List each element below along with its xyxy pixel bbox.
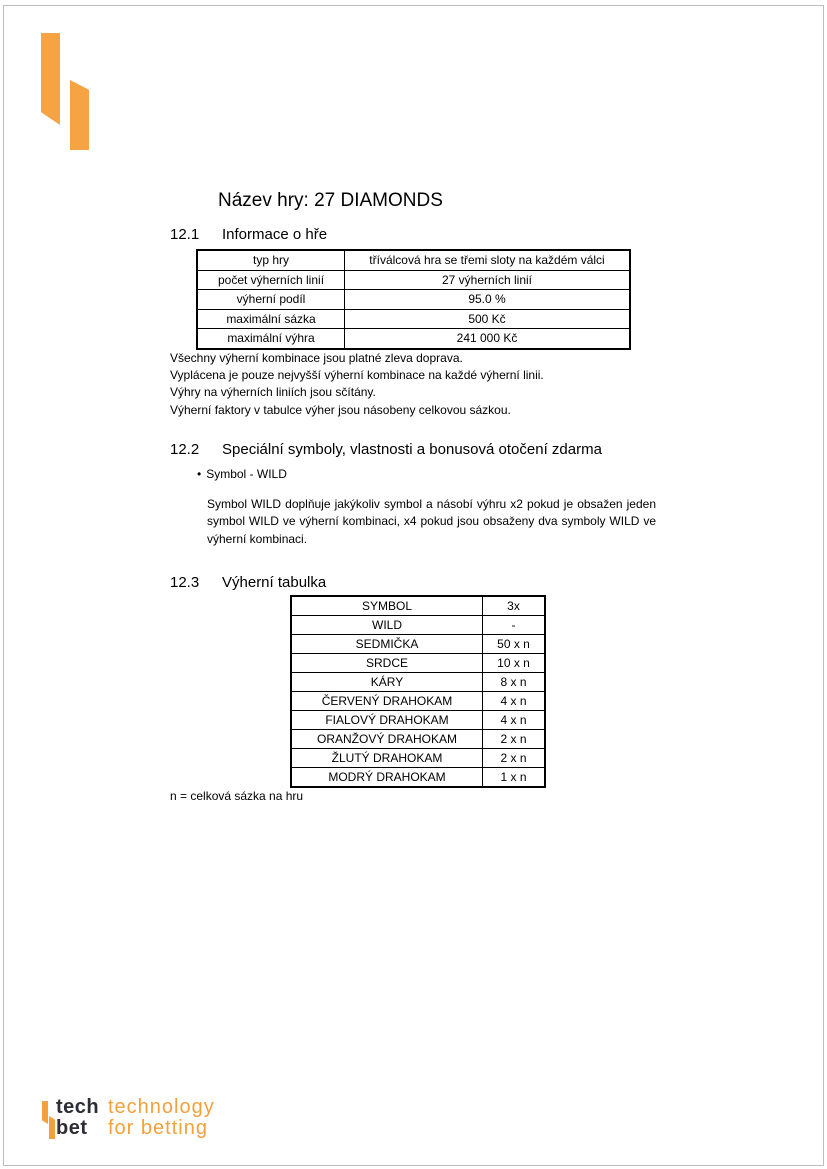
table-row bbox=[197, 329, 630, 349]
table-row bbox=[291, 654, 545, 673]
table-row bbox=[197, 290, 630, 310]
table-row bbox=[291, 673, 545, 692]
table-row bbox=[291, 730, 545, 749]
payout-header-multiplier: 3x bbox=[483, 596, 546, 616]
section-title: Informace o hře bbox=[222, 226, 328, 243]
page-border bbox=[3, 5, 824, 1166]
tagline-technology: technology bbox=[108, 1096, 215, 1118]
payout-symbol: ŽLUTÝ DRAHOKAM bbox=[291, 749, 483, 768]
payout-value: 10 x n bbox=[483, 654, 546, 673]
payout-header-symbol: SYMBOL bbox=[291, 596, 483, 616]
table-row bbox=[291, 616, 545, 635]
info-value: tříválcová hra se třemi sloty na každém válci bbox=[345, 250, 631, 270]
payout-note: n = celková sázka na hru bbox=[170, 789, 304, 803]
payout-value: - bbox=[483, 616, 546, 635]
logo-bar-right bbox=[70, 80, 89, 150]
section-number: 12.1 bbox=[170, 226, 200, 243]
section-title: Speciální symboly, vlastnosti a bonusová otočení zdarma bbox=[222, 441, 602, 458]
table-row bbox=[291, 711, 545, 730]
payout-value: 1 x n bbox=[483, 768, 546, 788]
table-header-row bbox=[291, 596, 545, 616]
info-value: 95.0 % bbox=[345, 290, 631, 310]
payout-symbol: SRDCE bbox=[291, 654, 483, 673]
payout-symbol: ORANŽOVÝ DRAHOKAM bbox=[291, 730, 483, 749]
table-row bbox=[291, 749, 545, 768]
table-row bbox=[291, 692, 545, 711]
payout-value: 4 x n bbox=[483, 711, 546, 730]
payout-symbol: MODRÝ DRAHOKAM bbox=[291, 768, 483, 788]
rule-line: Všechny výherní kombinace jsou platné zleva doprava. bbox=[170, 351, 463, 365]
wild-description: Symbol WILD doplňuje jakýkoliv symbol a násobí výhru x2 pokud je obsažen jeden symbol WILD ve výherní kombinaci, x4 pokud jsou obsaženy dva symboly WILD ve výherní kombinaci. bbox=[207, 497, 656, 546]
rule-line: Vyplácena je pouze nejvyšší výherní kombinace na každé výherní linii. bbox=[170, 368, 544, 383]
table-row bbox=[197, 250, 630, 270]
payout-value: 2 x n bbox=[483, 749, 546, 768]
payout-symbol: KÁRY bbox=[291, 673, 483, 692]
info-value: 27 výherních linií bbox=[345, 270, 631, 290]
page-title: Název hry: 27 DIAMONDS bbox=[218, 190, 443, 211]
table-row bbox=[197, 309, 630, 329]
rules-text bbox=[170, 350, 544, 419]
game-info-table bbox=[196, 249, 631, 350]
tagline-for-betting: for betting bbox=[108, 1117, 208, 1139]
info-label: maximální výhra bbox=[197, 329, 345, 349]
info-label: výherní podíl bbox=[197, 290, 345, 310]
info-label: typ hry bbox=[197, 250, 345, 270]
table-row bbox=[197, 270, 630, 290]
payout-table bbox=[290, 595, 546, 788]
footer-brand-line-1 bbox=[56, 1097, 215, 1118]
rule-line: Výherní faktory v tabulce výher jsou násobeny celkovou sázkou. bbox=[170, 402, 511, 417]
footer-logo-bar-right-icon bbox=[49, 1116, 55, 1139]
brand-word-bet: bet bbox=[56, 1117, 88, 1139]
logo-bar-left bbox=[41, 33, 60, 125]
table-row bbox=[291, 768, 545, 788]
footer-logo-bar-left-icon bbox=[42, 1101, 48, 1124]
bullet-icon: • bbox=[197, 467, 202, 481]
info-label: maximální sázka bbox=[197, 309, 345, 329]
section-heading-12-1 bbox=[170, 226, 327, 244]
wild-bullet-item bbox=[197, 467, 287, 481]
info-value: 500 Kč bbox=[345, 309, 631, 329]
rule-line: Výhry na výherních liniích jsou sčítány. bbox=[170, 385, 376, 400]
brand-word-tech: tech bbox=[56, 1096, 100, 1118]
payout-symbol: ČERVENÝ DRAHOKAM bbox=[291, 692, 483, 711]
payout-value: 8 x n bbox=[483, 673, 546, 692]
footer-brand-line-2 bbox=[56, 1118, 215, 1139]
table-row bbox=[291, 635, 545, 654]
footer-brand-text bbox=[56, 1097, 215, 1139]
payout-symbol: SEDMIČKA bbox=[291, 635, 483, 654]
payout-symbol: FIALOVÝ DRAHOKAM bbox=[291, 711, 483, 730]
payout-symbol: WILD bbox=[291, 616, 483, 635]
section-number: 12.2 bbox=[170, 441, 200, 458]
info-value: 241 000 Kč bbox=[345, 329, 631, 349]
payout-value: 50 x n bbox=[483, 635, 546, 654]
section-heading-12-2 bbox=[170, 441, 602, 459]
section-heading-12-3 bbox=[170, 574, 326, 592]
payout-value: 4 x n bbox=[483, 692, 546, 711]
section-number: 12.3 bbox=[170, 574, 200, 591]
wild-label: Symbol - WILD bbox=[206, 467, 287, 481]
payout-value: 2 x n bbox=[483, 730, 546, 749]
section-title: Výherní tabulka bbox=[222, 574, 327, 591]
info-label: počet výherních linií bbox=[197, 270, 345, 290]
